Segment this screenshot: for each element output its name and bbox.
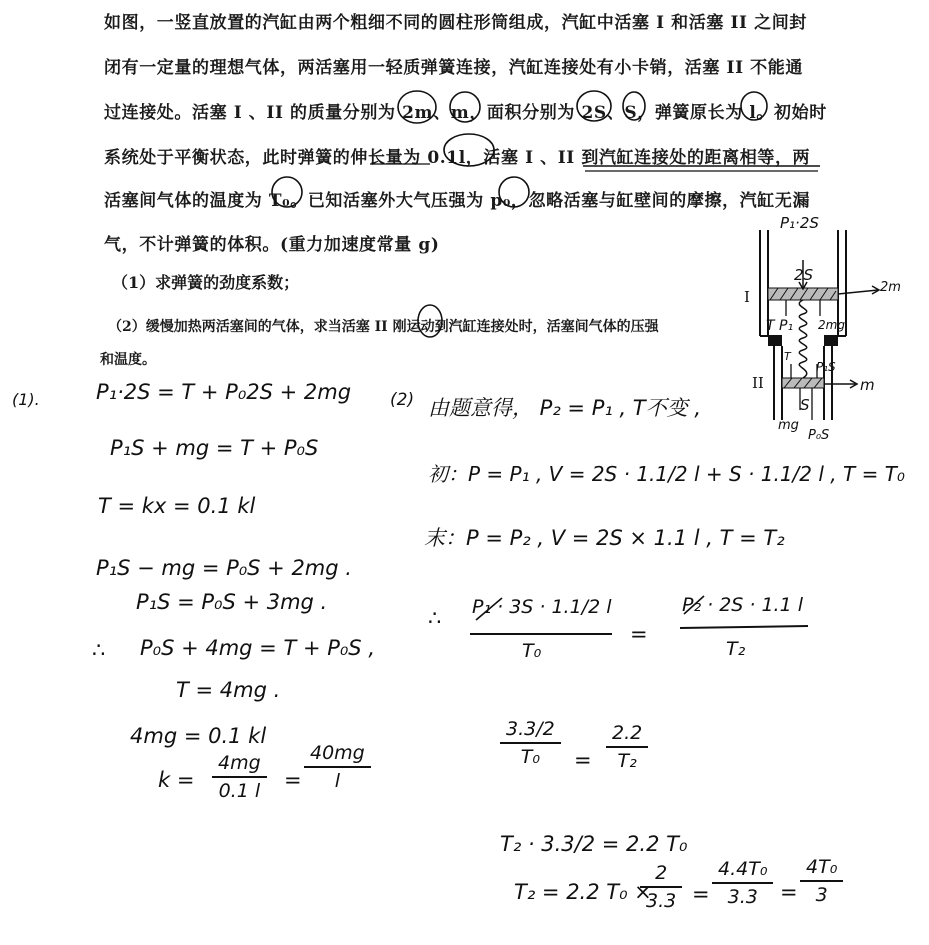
fraction-bar: [304, 766, 371, 768]
part-1-label: (1).: [12, 390, 40, 409]
fraction-4: [606, 722, 648, 772]
label-top-force: P₁·2S: [780, 214, 819, 232]
fraction-3-num: 3.3/2: [506, 718, 555, 740]
question-2: （2）缓慢加热两活塞间的气体，求当活塞 II 刚运动到汽缸连接处时，活塞间气体的压强: [108, 319, 659, 335]
fraction-k-1: [212, 752, 267, 802]
problem-line-3: 过连接处。活塞 I 、II 的质量分别为 2m、m，面积分别为 2S、S，弹簧原长为 l。初始时: [104, 103, 827, 123]
eq-2-line-a: T₂ · 3.3/2 = 2.2 T₀: [500, 832, 688, 856]
eq-1-8: 4mg = 0.1 kl: [130, 724, 267, 748]
eq-2-equals-3: =: [692, 882, 710, 906]
eq-1-3: T = kx = 0.1 kl: [98, 494, 256, 518]
eq-1-2: P₁S + mg = T + P₀S: [110, 436, 319, 460]
eq-1-6-prefix: ∴: [92, 638, 106, 662]
eq-1-5: P₁S = P₀S + 3mg .: [136, 590, 328, 614]
fraction-6: [712, 858, 773, 908]
problem-line-5: 活塞间气体的温度为 T₀。已知活塞外大气压强为 p₀，忽略活塞与缸壁间的摩擦，汽缸无漏: [104, 191, 811, 211]
eq-2-init: 初：P = P₁ , V = 2S · 1.1/2 l + S · 1.1/2 l , T = T₀: [428, 462, 905, 486]
fraction-k-1-den: 0.1 l: [218, 780, 261, 802]
eq-1-4: P₁S − mg = P₀S + 2mg .: [96, 556, 352, 580]
label-p0s: P₀S: [808, 428, 830, 443]
fraction-5-den: 3.3: [646, 890, 677, 912]
eq-1-1: P₁·2S = T + P₀2S + 2mg: [96, 380, 352, 404]
label-m: m: [860, 376, 875, 394]
eq-2-line-b-lhs: T₂ = 2.2 T₀ ×: [514, 880, 652, 904]
problem-line-2: 闭有一定量的理想气体，两活塞用一轻质弹簧连接，汽缸连接处有小卡销，活塞 II 不能通: [104, 58, 803, 78]
label-t: T: [784, 350, 791, 363]
fraction-k-2-den: l: [334, 770, 341, 792]
fraction-6-den: 3.3: [727, 886, 758, 908]
label-tp: T P₁: [766, 318, 794, 334]
problem-line-1: 如图，一竖直放置的汽缸由两个粗细不同的圆柱形筒组成，汽缸中活塞 I 和活塞 II 之间封: [104, 13, 807, 33]
fraction-k-2: [304, 742, 371, 792]
label-piston-2: II: [752, 374, 764, 392]
frac-2-2-num: P₂ · 2S · 1.1 l: [682, 594, 803, 616]
question-2-cont: 和温度。: [100, 352, 156, 368]
eq-1-9-lhs: k =: [158, 768, 195, 792]
part-2-label: (2): [390, 390, 415, 410]
eq-2-prefix: ∴: [428, 606, 442, 630]
question-1: （1）求弹簧的劲度系数；: [112, 273, 300, 292]
eq-2-1: 由题意得， P₂ = P₁ , T不变 ,: [428, 396, 701, 420]
fraction-6-num: 4.4T₀: [718, 858, 768, 880]
label-2mg: 2mg: [818, 318, 845, 332]
fraction-4-den: T₂: [617, 750, 637, 772]
fraction-4-num: 2.2: [612, 722, 643, 744]
fraction-5-num: 2: [655, 862, 668, 884]
frac-2-1-den: T₀: [522, 640, 542, 662]
fraction-7: [800, 856, 843, 906]
label-piston-1: I: [744, 288, 750, 306]
eq-1-9-eq: =: [284, 768, 302, 792]
fraction-k-2-num: 40mg: [310, 742, 365, 764]
problem-line-6: 气，不计弹簧的体积。(重力加速度常量 g): [104, 235, 440, 255]
fraction-7-num: 4T₀: [806, 856, 838, 878]
label-mg: mg: [778, 418, 799, 433]
frac-2-1-num: P₁ · 3S · 1.1/2 l: [472, 596, 612, 618]
fraction-7-den: 3: [815, 884, 828, 906]
eq-1-6: P₀S + 4mg = T + P₀S ,: [140, 636, 375, 660]
fraction-k-1-num: 4mg: [218, 752, 261, 774]
fraction-bar: [212, 776, 267, 778]
fraction-5: [640, 862, 682, 912]
label-area-bottom: S: [800, 396, 810, 414]
eq-2-equals-2: =: [574, 748, 592, 772]
eq-2-final: 末：P = P₂ , V = 2S × 1.1 l , T = T₂: [424, 526, 785, 550]
eq-2-equals-4: =: [780, 880, 798, 904]
problem-line-4: 系统处于平衡状态，此时弹簧的伸长量为 0.1l，活塞 I 、II 到汽缸连接处的距离相等，两: [104, 148, 811, 168]
fraction-bar: [640, 886, 682, 888]
fraction-bar: [712, 882, 773, 884]
fraction-bar: [800, 880, 843, 882]
fraction-3-den: T₀: [520, 746, 540, 768]
label-p1s: P₁S: [816, 360, 836, 374]
fraction-3: [500, 718, 561, 768]
fraction-bar: [606, 746, 648, 748]
label-area-top: 2S: [794, 266, 814, 284]
eq-2-equals: =: [630, 622, 648, 646]
eq-1-7: T = 4mg .: [176, 678, 281, 702]
frac-2-2-den: T₂: [726, 638, 746, 660]
fraction-bar: [500, 742, 561, 744]
label-force-2m: 2m: [880, 280, 901, 295]
